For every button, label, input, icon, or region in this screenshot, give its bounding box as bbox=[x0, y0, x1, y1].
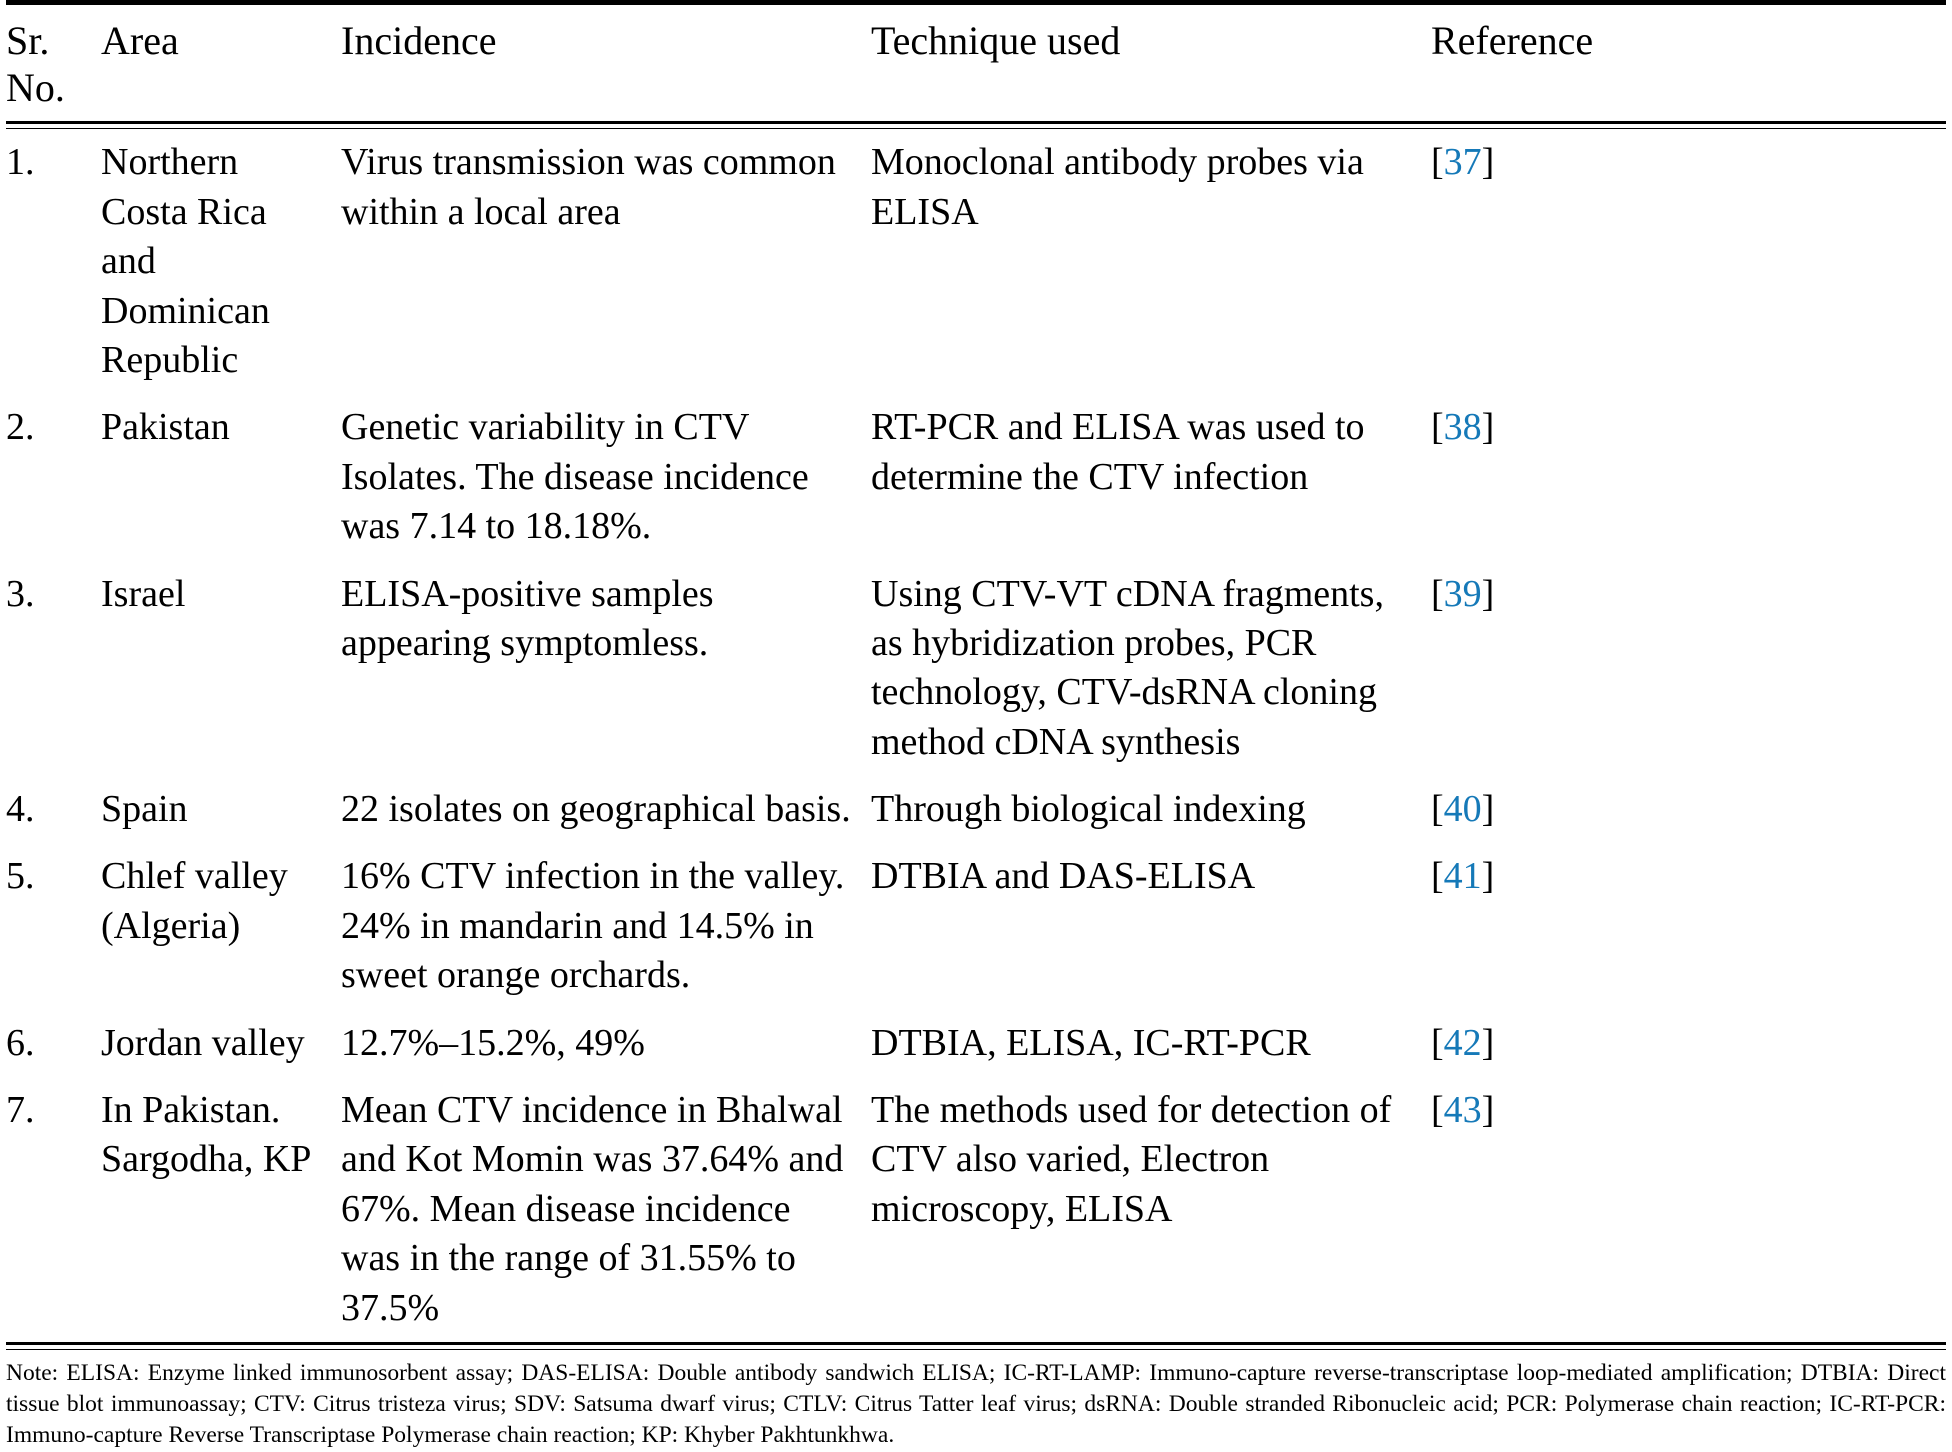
cell-reference[interactable] bbox=[1431, 776, 1946, 843]
cell-sr-no: 5. bbox=[6, 855, 35, 898]
reference-bracket-close: ] bbox=[1481, 572, 1495, 615]
cell-incidence: 16% CTV infection in the valley. 24% in mandarin and 14.5% in sweet orange orchards. bbox=[341, 855, 845, 997]
reference-bracket-close: ] bbox=[1481, 788, 1495, 831]
reference-number[interactable]: 38 bbox=[1443, 406, 1482, 449]
cell-technique: Monoclonal antibody probes via ELISA bbox=[871, 141, 1364, 233]
table-head bbox=[6, 3, 1946, 129]
cell-area: Jordan valley bbox=[101, 1021, 305, 1064]
reference-bracket-open: [ bbox=[1431, 406, 1444, 449]
reference-bracket-close: ] bbox=[1481, 406, 1495, 449]
cell-incidence: Genetic variability in CTV Isolates. The disease incidence was 7.14 to 18.18%. bbox=[341, 406, 809, 548]
cell-reference[interactable] bbox=[1431, 129, 1946, 394]
cell-reference[interactable] bbox=[1431, 561, 1946, 777]
reference-number[interactable]: 43 bbox=[1443, 1089, 1482, 1132]
cell-sr-no: 1. bbox=[6, 141, 35, 184]
cell-reference[interactable] bbox=[1431, 394, 1946, 560]
cell-technique: The methods used for detection of CTV also varied, Electron microscopy, ELISA bbox=[871, 1089, 1392, 1230]
cell-sr-no: 7. bbox=[6, 1089, 35, 1132]
reference-number[interactable]: 41 bbox=[1443, 855, 1482, 898]
column-header-area: Area bbox=[101, 18, 179, 63]
column-header-sr-no bbox=[6, 7, 101, 123]
cell-sr-no: 6. bbox=[6, 1021, 35, 1064]
table-row bbox=[6, 843, 1946, 1009]
rule-bottom-row bbox=[6, 1343, 1946, 1349]
ctv-incidence-table bbox=[6, 0, 1946, 1350]
reference-bracket-close: ] bbox=[1481, 1089, 1495, 1132]
reference-number[interactable]: 42 bbox=[1443, 1021, 1482, 1064]
reference-bracket-close: ] bbox=[1481, 141, 1495, 184]
cell-incidence: Mean CTV incidence in Bhalwal and Kot Momin was 37.64% and 67%. Mean disease incidence was in the range of 31.55% to 37.5% bbox=[341, 1089, 844, 1329]
table-row bbox=[6, 1010, 1946, 1077]
reference-bracket-open: [ bbox=[1431, 855, 1444, 898]
table-row bbox=[6, 1077, 1946, 1343]
bottom-rule bbox=[6, 1343, 1946, 1349]
reference-number[interactable]: 37 bbox=[1443, 141, 1482, 184]
cell-technique: Through biological indexing bbox=[871, 788, 1306, 831]
cell-technique: DTBIA, ELISA, IC-RT-PCR bbox=[871, 1021, 1311, 1064]
cell-incidence: 22 isolates on geographical basis. bbox=[341, 788, 851, 831]
table-note bbox=[0, 1350, 1952, 1452]
column-header-reference: Reference bbox=[1431, 18, 1594, 63]
table-row bbox=[6, 394, 1946, 560]
cell-reference[interactable] bbox=[1431, 1010, 1946, 1077]
cell-area: Chlef valley (Algeria) bbox=[101, 855, 288, 947]
cell-incidence: ELISA-positive samples appearing symptomless. bbox=[341, 572, 714, 664]
cell-area: In Pakistan. Sargodha, KP bbox=[101, 1089, 312, 1181]
cell-sr-no: 2. bbox=[6, 406, 35, 449]
reference-bracket-close: ] bbox=[1481, 855, 1495, 898]
reference-number[interactable]: 39 bbox=[1443, 572, 1482, 615]
reference-number[interactable]: 40 bbox=[1443, 788, 1482, 831]
table-body bbox=[6, 129, 1946, 1350]
cell-area: Spain bbox=[101, 788, 188, 831]
table-row bbox=[6, 776, 1946, 843]
column-header-sr-line1: Sr. bbox=[6, 18, 50, 63]
cell-sr-no: 4. bbox=[6, 788, 35, 831]
table-note-text: Note: ELISA: Enzyme linked immunosorbent assay; DAS-ELISA: Double antibody sandwich ELISA; IC-RT-LAMP: Immuno-capture reverse-transcriptase loop-mediated amplification; DTBIA: Direct tissue blot immunoassay; CTV: Citrus tristeza virus; SDV: Satsuma dwarf virus; CTLV: Citrus Tatter leaf virus; dsRNA: Double stranded Ribonucleic acid; PCR: Polymerase chain reaction; IC-RT-PCR: Immuno-capture Reverse Transcriptase Polymerase chain reaction; KP: Khyber Pakhtunkhwa. bbox=[6, 1359, 1946, 1449]
cell-reference[interactable] bbox=[1431, 1077, 1946, 1343]
cell-area: Pakistan bbox=[101, 406, 230, 449]
reference-bracket-open: [ bbox=[1431, 1089, 1444, 1132]
reference-bracket-open: [ bbox=[1431, 141, 1444, 184]
reference-bracket-open: [ bbox=[1431, 572, 1444, 615]
column-header-incidence: Incidence bbox=[341, 18, 497, 63]
column-header-technique: Technique used bbox=[871, 18, 1121, 63]
cell-reference[interactable] bbox=[1431, 843, 1946, 1009]
column-header-sr-line2: No. bbox=[6, 65, 65, 111]
reference-bracket-close: ] bbox=[1481, 1021, 1495, 1064]
cell-incidence: 12.7%–15.2%, 49% bbox=[341, 1021, 645, 1064]
reference-bracket-open: [ bbox=[1431, 1021, 1444, 1064]
cell-technique: Using CTV-VT cDNA fragments, as hybridization probes, PCR technology, CTV-dsRNA cloning method cDNA synthesis bbox=[871, 572, 1384, 763]
cell-area: Israel bbox=[101, 572, 186, 615]
table-header-row bbox=[6, 7, 1946, 123]
reference-bracket-open: [ bbox=[1431, 788, 1444, 831]
cell-incidence: Virus transmission was common within a local area bbox=[341, 141, 836, 233]
cell-technique: RT-PCR and ELISA was used to determine the CTV infection bbox=[871, 406, 1365, 498]
table-row bbox=[6, 561, 1946, 777]
cell-technique: DTBIA and DAS-ELISA bbox=[871, 855, 1256, 898]
cell-sr-no: 3. bbox=[6, 572, 35, 615]
cell-area: Northern Costa Rica and Dominican Republic bbox=[101, 141, 270, 381]
table-row bbox=[6, 129, 1946, 394]
